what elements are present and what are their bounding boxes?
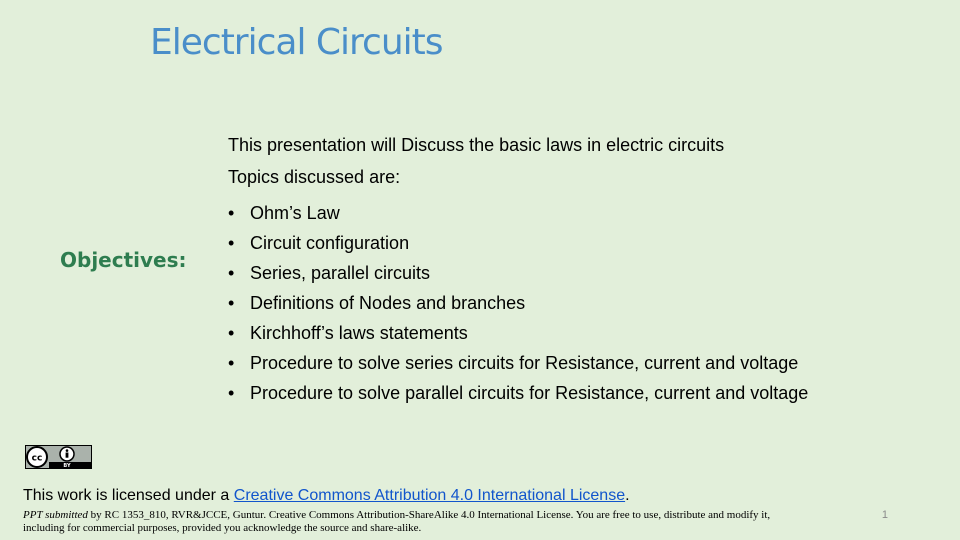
topic-item bbox=[228, 198, 928, 228]
footnote-text: by RC 1353_810, RVR&JCCE, Guntur. Creative Commons Attribution-ShareAlike 4.0 International License. You are free to use, distribute and modify it, including for commercial purposes, provided you acknowledge the source and share-alike. bbox=[23, 509, 771, 534]
slide-content bbox=[228, 134, 928, 408]
cc-badge-by-text: BY bbox=[63, 463, 71, 469]
objectives-label: Objectives: bbox=[60, 248, 187, 272]
bullet-icon: • bbox=[228, 323, 235, 343]
topic-item bbox=[228, 348, 928, 378]
license-link[interactable]: Creative Commons Attribution 4.0 International License bbox=[233, 487, 626, 504]
topic-text: Kirchhoff’s laws statements bbox=[250, 323, 468, 343]
bullet-icon: • bbox=[228, 383, 235, 403]
bullet-icon: • bbox=[228, 263, 235, 283]
bullet-icon: • bbox=[228, 233, 235, 253]
topic-item bbox=[228, 378, 928, 408]
footnote-italic: PPT submitted bbox=[23, 509, 88, 521]
topic-text: Procedure to solve series circuits for Resistance, current and voltage bbox=[250, 353, 799, 373]
topic-item bbox=[228, 288, 928, 318]
topic-list bbox=[228, 198, 928, 408]
topic-item bbox=[228, 228, 928, 258]
bullet-icon: • bbox=[228, 293, 235, 313]
license-suffix: . bbox=[625, 487, 630, 504]
intro-text: This presentation will Discuss the basic laws in electric circuits bbox=[228, 135, 725, 155]
topic-text: Ohm’s Law bbox=[250, 203, 340, 223]
footnote bbox=[23, 509, 813, 535]
cc-by-badge[interactable] bbox=[25, 445, 92, 469]
bullet-icon: • bbox=[228, 353, 235, 373]
cc-badge-cc-text: cc bbox=[31, 453, 43, 464]
bullet-icon: • bbox=[228, 203, 235, 223]
topic-text: Circuit configuration bbox=[250, 233, 410, 253]
topic-item bbox=[228, 258, 928, 288]
topic-text: Series, parallel circuits bbox=[250, 263, 431, 283]
topic-item bbox=[228, 318, 928, 348]
topics-heading: Topics discussed are: bbox=[228, 167, 401, 187]
page-number: 1 bbox=[881, 509, 888, 521]
license-statement bbox=[23, 487, 630, 505]
license-prefix: This work is licensed under a bbox=[23, 487, 234, 504]
topic-text: Procedure to solve parallel circuits for Resistance, current and voltage bbox=[250, 383, 809, 403]
slide-title: Electrical Circuits bbox=[150, 22, 443, 63]
topic-text: Definitions of Nodes and branches bbox=[250, 293, 526, 313]
